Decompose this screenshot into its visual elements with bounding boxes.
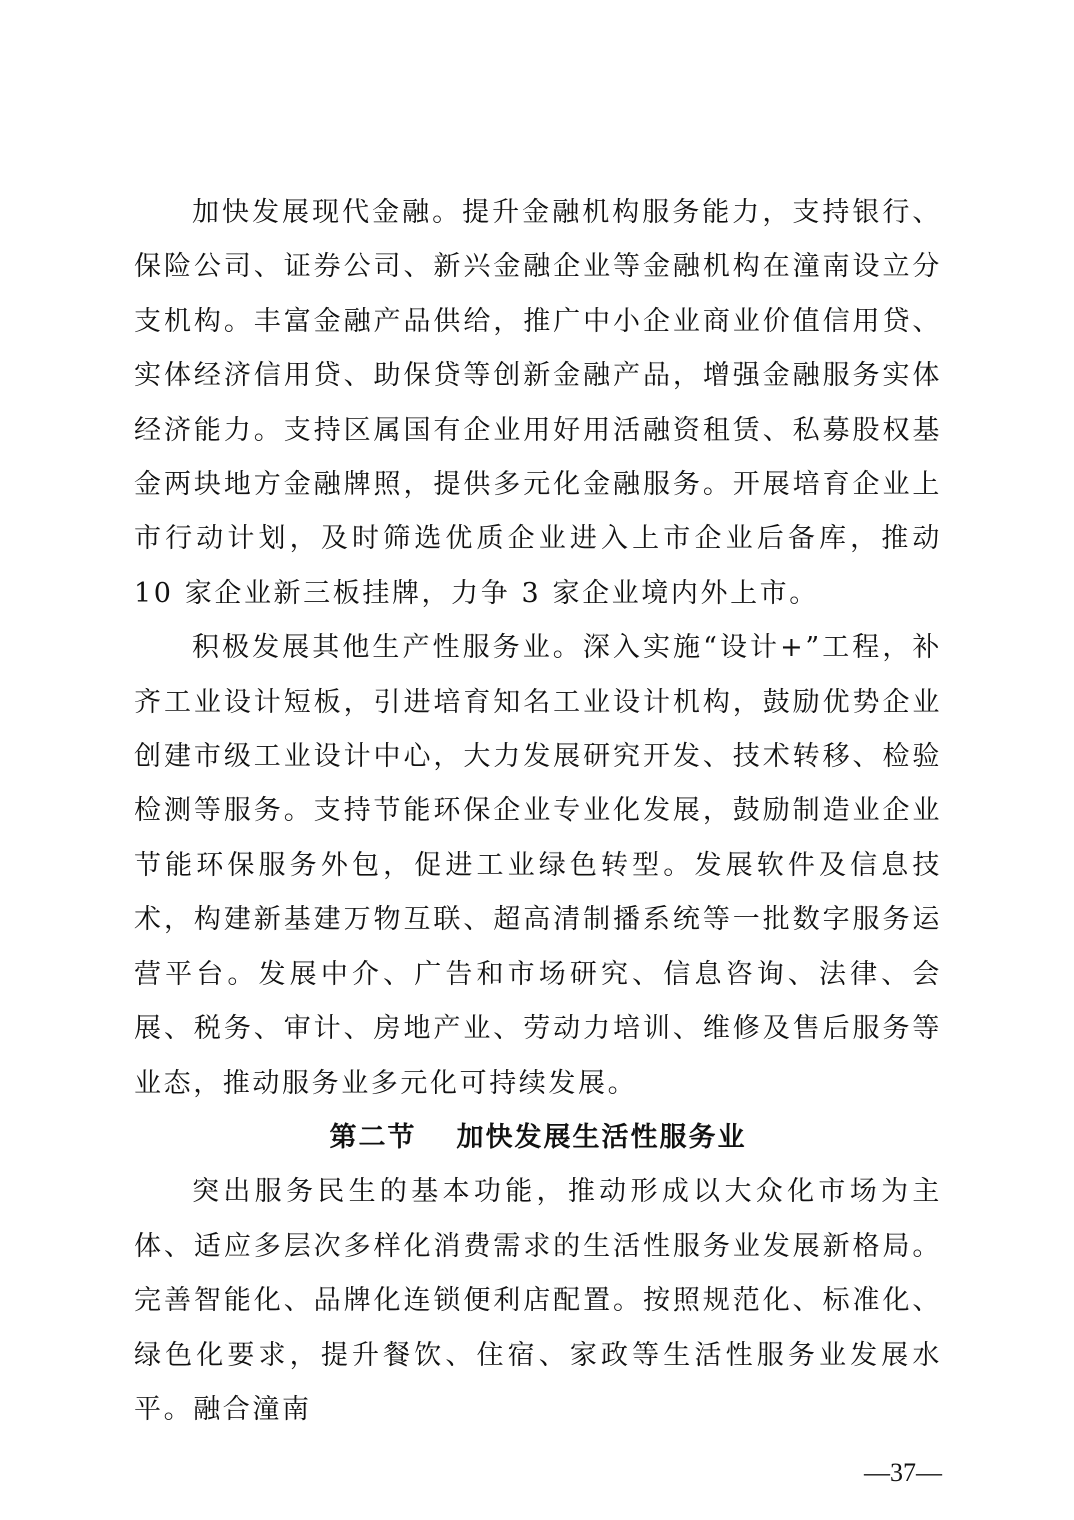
section-title: 加快发展生活性服务业: [456, 1121, 747, 1153]
section-number: 第二节: [329, 1121, 417, 1153]
paragraph-other-producer-services: 积极发展其他生产性服务业。深入实施“设计+”工程，补齐工业设计短板，引进培育知名工业设计机构，鼓励优势企业创建市级工业设计中心，大力发展研究开发、技术转移、检验检测等服务。支持节能环保企业专业化发展，鼓励制造业企业节能环保服务外包，促进工业绿色转型。发展软件及信息技术，构建新基建万物互联、超高清制播系统等一批数字服务运营平台。发展中介、广告和市场研究、信息咨询、法律、会展、税务、审计、房地产业、劳动力培训、维修及售后服务等业态，推动服务业多元化可持续发展。: [134, 632, 942, 1099]
paragraph-modern-finance: 加快发展现代金融。提升金融机构服务能力，支持银行、保险公司、证券公司、新兴金融企业等金融机构在潼南设立分支机构。丰富金融产品供给，推广中小企业商业价值信用贷、实体经济信用贷、助保贷等创新金融产品，增强金融服务实体经济能力。支持区属国有企业用好用活融资租赁、私募股权基金两块地方金融牌照，提供多元化金融服务。开展培育企业上市行动计划，及时筛选优质企业进入上市企业后备库，推动 10 家企业新三板挂牌，力争 3 家企业境内外上市。: [134, 197, 942, 609]
page-number: —37—: [864, 1458, 942, 1487]
document-page: [134, 186, 942, 1437]
section-heading: [134, 1111, 942, 1165]
paragraph-livelihood-services: 突出服务民生的基本功能，推动形成以大众化市场为主体、适应多层次多样化消费需求的生活性服务业发展新格局。完善智能化、品牌化连锁便利店配置。按照规范化、标准化、绿色化要求，提升餐饮、住宿、家政等生活性服务业发展水平。融合潼南: [134, 1176, 942, 1425]
